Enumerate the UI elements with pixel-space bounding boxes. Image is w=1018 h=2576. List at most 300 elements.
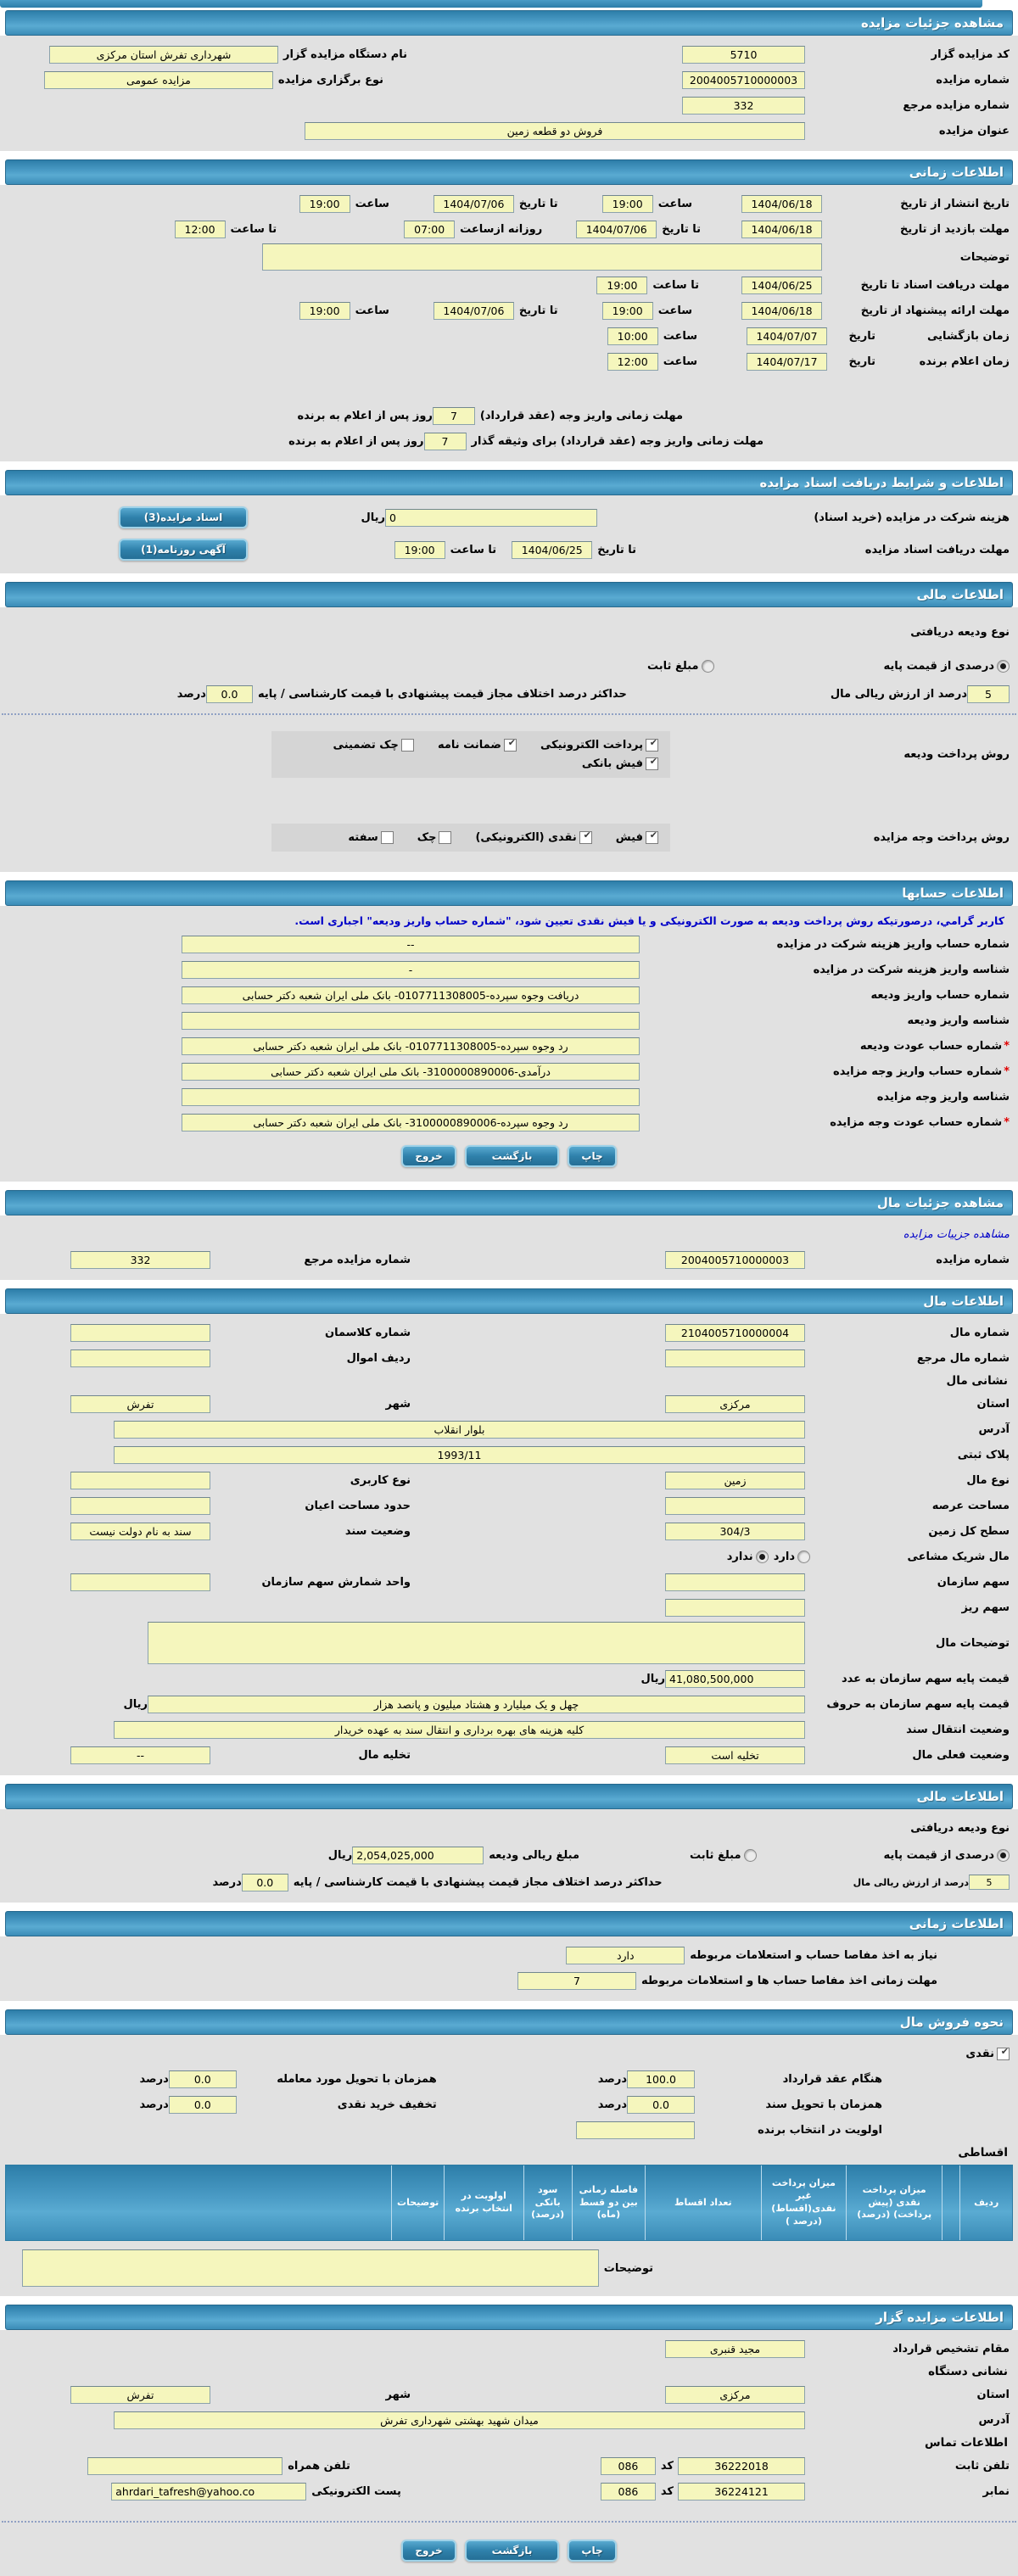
rial-label: ریال xyxy=(640,1672,665,1685)
code-label: کد xyxy=(660,2484,674,2498)
asset-type-row xyxy=(0,1467,1018,1493)
asset-land-row xyxy=(0,1518,1018,1544)
opening-label: زمان بازگشایی xyxy=(927,329,1010,343)
address-field[interactable]: بلوار انقلاب xyxy=(114,1421,805,1439)
docs-deadline-row xyxy=(0,272,1018,298)
organizer-address-field[interactable]: میدان شهید بهشتی شهرداری تفرش xyxy=(114,2411,805,2429)
section-header-accounts: اطلاعات حسابها xyxy=(5,880,1013,906)
auction-type-label: نوع برگزاری مزایده xyxy=(277,73,383,87)
organizer-address-row xyxy=(0,2407,1018,2433)
section-header-timing-2: اطلاعات زمانی xyxy=(5,1911,1013,1936)
newspaper-ad-button[interactable]: آگهی روزنامه(1) xyxy=(119,539,248,561)
auction-ref-field[interactable]: 332 xyxy=(70,1251,210,1269)
percent-label: درصد xyxy=(139,2072,169,2086)
opening-hour-field[interactable]: 10:00 xyxy=(607,327,658,345)
cash-discount-label: تخفیف خرید نقدی xyxy=(337,2098,437,2111)
asset-address-title: نشانی مال xyxy=(946,1374,1008,1388)
org-share-field[interactable] xyxy=(665,1573,805,1591)
percent-label: درصد xyxy=(597,2072,627,2086)
percent-label: درصد xyxy=(176,687,206,701)
base-price-number-label: قیمت پایه سهم سازمان به عدد xyxy=(841,1672,1010,1685)
winner-label: زمان اعلام برنده xyxy=(919,355,1010,368)
transfer-status-field[interactable]: کلیه هزینه های بهره برداری و انتقال سند به عهده خریدار xyxy=(114,1721,805,1739)
percent-base-label: درصدی از قیمت پایه xyxy=(883,659,994,673)
account-row xyxy=(0,1033,1018,1059)
docs-deadline-date-field[interactable]: 1404/06/25 xyxy=(512,541,592,559)
back-button[interactable]: بازگشت xyxy=(465,1145,560,1167)
bank-slip-checkbox[interactable] xyxy=(646,757,658,770)
province-label: استان xyxy=(976,1397,1010,1411)
asset-desc-field[interactable] xyxy=(148,1622,805,1664)
percent-row xyxy=(0,681,1018,707)
cash-discount-field[interactable]: 0.0 xyxy=(169,2096,237,2114)
asset-type-label: نوع مال xyxy=(966,1473,1010,1487)
mobile-field[interactable] xyxy=(87,2457,282,2475)
section-timing-2 xyxy=(0,1911,1018,2001)
auction-pay-method-row xyxy=(0,810,1018,864)
col-cash-prepayment: میزان پرداخت نقدی (پیش پرداخت) (درصد) xyxy=(846,2165,942,2240)
col-description: توضیحات xyxy=(391,2165,444,2240)
auction-no-label: شماره مزایده xyxy=(936,73,1010,87)
required-asterisk: * xyxy=(1004,1115,1010,1129)
building-area-field[interactable] xyxy=(70,1497,210,1515)
section-header-auction-details: مشاهده جزئیات مزایده xyxy=(5,10,1013,36)
asset-class-field[interactable] xyxy=(70,1324,210,1342)
fixed-amount-radio[interactable] xyxy=(702,660,714,673)
visit-to-date-field[interactable]: 1404/07/06 xyxy=(576,221,657,238)
account-row-field[interactable]: رد وجوه سپرده-0107711308005- بانک ملی ایران شعبه دکتر حسابی xyxy=(182,1037,640,1055)
plate-field[interactable]: 1993/11 xyxy=(114,1446,805,1464)
auction-ref-label: شماره مزایده مرجع xyxy=(304,1253,411,1266)
method-bank-slip: ✔ فیش بانکی xyxy=(582,757,658,770)
visit-daily-label: روزانه ازساعت xyxy=(460,222,543,236)
auction-ref-row xyxy=(0,92,1018,118)
section-timing xyxy=(0,159,1018,461)
auction-no-field[interactable]: 2004005710000003 xyxy=(665,1251,805,1269)
col-installment-interval: فاصله زمانی بین دو قسط (ماه) xyxy=(572,2165,646,2240)
method-certified-check: چک تضمینی xyxy=(333,739,414,752)
dotted-divider xyxy=(2,2521,1016,2523)
partner-yes-label: دارد xyxy=(773,1550,795,1563)
asset-transfer-row xyxy=(0,1717,1018,1742)
auction-code-field[interactable]: 5710 xyxy=(682,46,805,64)
percent-label: درصد xyxy=(212,1875,242,1889)
top-blue-strip xyxy=(0,0,982,8)
deed-status-field[interactable]: سند به نام دولت نیست xyxy=(70,1523,210,1540)
authority-row xyxy=(0,2336,1018,2361)
current-status-label: وضعیت فعلی مال xyxy=(912,1748,1010,1762)
mobile-label: تلفن همراه xyxy=(288,2459,350,2473)
organizer-city-field[interactable]: تفرش xyxy=(70,2386,210,2404)
area-label: مساحت عرصه xyxy=(931,1499,1010,1512)
pay-slip: ✔ فیش xyxy=(616,831,658,844)
docs-to-hour-field[interactable]: 19:00 xyxy=(596,277,647,294)
address-label: آدرس xyxy=(978,1422,1010,1436)
city-label: شهر xyxy=(385,2388,411,2401)
phone-code-field[interactable]: 086 xyxy=(601,2457,656,2475)
to-date-label: تا تاریخ xyxy=(518,304,558,317)
docs-deadline2-label: مهلت دریافت اسناد مزایده xyxy=(864,543,1010,556)
email-field[interactable]: ahrdari_tafresh@yahoo.co xyxy=(111,2483,306,2501)
usage-field[interactable] xyxy=(70,1472,210,1489)
accounts-notice: کاربر گرامي، درصورتیکه روش پرداخت ودیعه به صورت الکترونیکی و یا فیش نقدی تعیین شود، "شماره حساب واریز ودیعه" اجباری است. xyxy=(294,914,1004,927)
contract-deposit-label: مهلت زمانی واریز وجه (عقد قرارداد) xyxy=(479,409,683,422)
auction-pay-method-box xyxy=(271,824,670,852)
asset-type-field[interactable]: زمین xyxy=(665,1472,805,1489)
deed-status-label: وضعیت سند xyxy=(344,1524,411,1538)
pay-promissory-checkbox[interactable] xyxy=(381,831,394,844)
winner-row xyxy=(0,349,1018,374)
view-auction-details-link[interactable]: مشاهده جزییات مزایده xyxy=(903,1227,1010,1241)
maxdiff-field[interactable]: 0.0 xyxy=(206,685,253,703)
publish-date-label: تاریخ انتشار از تاریخ xyxy=(900,197,1010,210)
code-label: کد xyxy=(660,2459,674,2473)
sale-desc-field[interactable] xyxy=(22,2249,599,2287)
current-status-field[interactable]: تخلیه است xyxy=(665,1746,805,1764)
fax-row xyxy=(0,2478,1018,2504)
to-date-label: تا تاریخ xyxy=(518,197,558,210)
base-price-words-field[interactable]: چهل و یک میلیارد و هشتاد میلیون و پانصد هزار xyxy=(148,1696,805,1713)
section-accounts xyxy=(0,880,1018,1182)
auction-no-row xyxy=(0,67,1018,92)
col-filler xyxy=(6,2165,391,2240)
organizer-address-title: نشانی دستگاه xyxy=(928,2365,1008,2378)
org-share-label: سهم سازمان xyxy=(937,1575,1010,1589)
fixed-amount-label: مبلغ ثابت xyxy=(647,659,699,673)
account-row xyxy=(0,1084,1018,1109)
deposit-amount-field[interactable]: 2,054,025,000 xyxy=(352,1847,484,1864)
account-row xyxy=(0,1109,1018,1135)
account-row-label: شماره حساب واریز هزینه شرکت در مزایده xyxy=(776,937,1010,951)
province-field[interactable]: مرکزی xyxy=(665,1395,805,1413)
pay-cash-electronic: ✔ نقدی (الکترونیکی) xyxy=(475,831,591,844)
section-header-docs-terms: اطلاعات و شرایط دریافت اسناد مزایده xyxy=(5,470,1013,495)
asset-price-words-row xyxy=(0,1691,1018,1717)
publish-date-row xyxy=(0,191,1018,216)
account-row xyxy=(0,1059,1018,1084)
asset-amval-label: ردیف اموال xyxy=(346,1351,411,1365)
partner-no-radio[interactable] xyxy=(756,1551,769,1563)
account-row-label: *شماره حساب واریز وجه مزایده xyxy=(833,1064,1010,1078)
method-guarantee-letter: ✔ ضمانت نامه xyxy=(438,739,517,752)
account-row-field[interactable]: - xyxy=(182,961,640,979)
fax-code-field[interactable]: 086 xyxy=(601,2483,656,2501)
contract-days-field[interactable]: 7 xyxy=(433,407,475,425)
auction-ref-field[interactable]: 332 xyxy=(682,97,805,115)
account-row-field[interactable] xyxy=(182,1088,640,1106)
auction-subject-label: عنوان مزایده xyxy=(938,124,1010,137)
percent-base-radio[interactable] xyxy=(997,660,1010,673)
to-date-label: تا تاریخ xyxy=(662,222,701,236)
account-row xyxy=(0,931,1018,957)
contract-deposit-row xyxy=(0,403,1018,428)
contract-percent-row xyxy=(0,2066,1018,2092)
installment-title: اقساطی xyxy=(958,2146,1008,2160)
pay-check-checkbox[interactable] xyxy=(439,831,451,844)
asset-partner-row xyxy=(0,1544,1018,1569)
land-total-field[interactable]: 304/3 xyxy=(665,1523,805,1540)
offer-to-hour-field[interactable]: 19:00 xyxy=(299,302,350,320)
contact-info-title: اطلاعات تماس xyxy=(925,2436,1008,2450)
bottom-button-row xyxy=(0,2529,1018,2568)
area-field[interactable] xyxy=(665,1497,805,1515)
winner-hour-field[interactable]: 12:00 xyxy=(607,353,658,371)
installment-table-header xyxy=(5,2165,1013,2241)
hour-label: ساعت xyxy=(355,304,389,317)
asset-amval-field[interactable] xyxy=(70,1349,210,1367)
on-deed-field[interactable]: 0.0 xyxy=(627,2096,695,2114)
email-label: پست الکترونیکی xyxy=(311,2484,401,2498)
timing-desc-row xyxy=(0,242,1018,272)
share-unit-field[interactable] xyxy=(70,1573,210,1591)
at-contract-field[interactable]: 100.0 xyxy=(627,2070,695,2088)
days-after-label: روز پس از اعلام به برنده xyxy=(288,434,424,448)
hour-label: ساعت xyxy=(657,304,692,317)
contract-authority-label: مقام تشخیص قرارداد xyxy=(892,2342,1010,2355)
account-row xyxy=(0,982,1018,1008)
certified-check-checkbox[interactable] xyxy=(401,739,414,752)
account-row-label: شماره حساب واریز ودیعه xyxy=(870,988,1010,1002)
date-label: تاریخ xyxy=(848,329,875,343)
auction-no-label: شماره مزایده xyxy=(936,1253,1010,1266)
city-field[interactable]: تفرش xyxy=(70,1395,210,1413)
asset-desc-row xyxy=(0,1620,1018,1666)
pay-promissory: سفته xyxy=(348,831,393,844)
publish-to-date-field[interactable]: 1404/07/06 xyxy=(433,195,514,213)
fax-field[interactable]: 36224121 xyxy=(678,2483,805,2501)
offer-row xyxy=(0,298,1018,323)
to-hour-label: تا ساعت xyxy=(450,543,497,556)
rial-label: ریال xyxy=(123,1697,148,1711)
opening-date-field[interactable]: 1404/07/07 xyxy=(747,327,827,345)
section-header-financial-2: اطلاعات مالی xyxy=(5,1784,1013,1809)
clearance-days-field[interactable]: 7 xyxy=(517,1972,636,1990)
auction-code-label: کد مزایده گزار xyxy=(931,47,1010,61)
organizer-province-row xyxy=(0,2382,1018,2407)
docs-to-date-field[interactable]: 1404/06/25 xyxy=(741,277,822,294)
visit-from-date-field[interactable]: 1404/06/18 xyxy=(741,221,822,238)
evacuation-field[interactable]: -- xyxy=(70,1746,210,1764)
account-row-field[interactable]: رد وجوه سپرده-3100000890006- بانک ملی ایران شعبه دکتر حسابی xyxy=(182,1114,640,1132)
date-label: تاریخ xyxy=(848,355,875,368)
asset-ref-label: شماره مال مرجع xyxy=(916,1351,1010,1365)
usage-label: نوع کاربری xyxy=(350,1473,411,1487)
auction-pay-method-label: روش پرداخت وجه مزایده xyxy=(873,830,1010,844)
account-row xyxy=(0,957,1018,982)
partner-yes-radio[interactable] xyxy=(797,1551,810,1563)
account-row-label: شناسه واریز هزینه شرکت در مزایده xyxy=(813,963,1010,976)
electronic-payment-checkbox[interactable] xyxy=(646,739,658,752)
section-financial-2 xyxy=(0,1784,1018,1903)
timing-desc-field[interactable] xyxy=(262,243,822,271)
on-delivery-label: همزمان با تحویل مورد معامله xyxy=(277,2072,437,2086)
section-header-financial-1: اطلاعات مالی xyxy=(5,582,1013,607)
maxdiff-label: حداکثر درصد اختلاف مجاز قیمت پیشنهادی با قیمت کارشناسی / پایه xyxy=(257,687,627,701)
exit-button[interactable]: خروج xyxy=(401,1145,456,1167)
deposit-kind-row xyxy=(0,651,1018,681)
to-hour-label: تا ساعت xyxy=(652,278,699,292)
account-row-field[interactable]: -- xyxy=(182,936,640,953)
percent-of2-label: درصد از ارزش ریالی مال xyxy=(853,1876,969,1888)
deposit-type-row xyxy=(0,613,1018,651)
method-electronic-payment: ✔ پرداخت الکترونیکی xyxy=(540,739,658,752)
auction-code-row xyxy=(0,42,1018,67)
col-row-number: ردیف xyxy=(959,2165,1012,2240)
visit-row xyxy=(0,216,1018,242)
contract-authority-field[interactable]: مجید قنبری xyxy=(665,2340,805,2358)
fixed-amount2-label: مبلغ ثابت xyxy=(690,1848,741,1862)
phone-field[interactable]: 36222018 xyxy=(678,2457,805,2475)
docs-deadline-label: مهلت دریافت اسناد تا تاریخ xyxy=(860,278,1010,292)
pay-cash-electronic-checkbox[interactable] xyxy=(579,831,592,844)
deposit-type2-label: نوع ودیعه دریافتی xyxy=(910,1821,1010,1835)
org-name-label: نام دستگاه مزایده گزار xyxy=(283,47,407,61)
guarantor-deposit-label: مهلت زمانی واریز وجه (عقد قرارداد) برای وثیقه گذار xyxy=(471,434,764,448)
exit-button[interactable]: خروج xyxy=(401,2540,456,2562)
docs-deadline2-row xyxy=(0,534,1018,566)
asset-status-row xyxy=(0,1742,1018,1768)
share-unit-label: واحد شمارش سهم سازمان xyxy=(261,1575,411,1589)
fixed-amount2-radio[interactable] xyxy=(744,1849,757,1862)
address-label: آدرس xyxy=(978,2413,1010,2427)
hour-label: ساعت xyxy=(663,329,697,343)
section-organizer xyxy=(0,2305,1018,2576)
timing-desc-label: توضیحات xyxy=(959,250,1010,264)
asset-no-field[interactable]: 2104005710000004 xyxy=(665,1324,805,1342)
section-docs-terms xyxy=(0,470,1018,573)
partner-label: مال شریک مشاعی xyxy=(907,1550,1010,1563)
clearance-row xyxy=(0,1942,1018,1968)
clearance-field[interactable]: دارد xyxy=(566,1947,685,1964)
asset-ref-row xyxy=(0,1345,1018,1371)
percent-of-label: درصد از ارزش ریالی مال xyxy=(830,687,967,701)
col-spacer xyxy=(942,2165,959,2240)
account-row-field[interactable] xyxy=(182,1012,640,1030)
days-after-label: روز پس از اعلام به برنده xyxy=(297,409,433,422)
winner-priority-field[interactable] xyxy=(576,2121,695,2139)
hour-label: ساعت xyxy=(657,197,692,210)
back-button[interactable]: بازگشت xyxy=(465,2540,560,2562)
publish-from-hour-field[interactable]: 19:00 xyxy=(602,195,653,213)
print-button[interactable]: چاپ xyxy=(568,1145,616,1167)
auction-no-field[interactable]: 2004005710000003 xyxy=(682,71,805,89)
province-label: استان xyxy=(976,2388,1010,2401)
auction-subject-row xyxy=(0,118,1018,143)
winner-priority-label: اولویت در انتخاب برنده xyxy=(758,2123,882,2137)
rial-label: ریال xyxy=(327,1848,353,1862)
base-price-words-label: قیمت پایه سهم سازمان به حروف xyxy=(826,1697,1010,1711)
hour-label: ساعت xyxy=(355,197,389,210)
phone-row xyxy=(0,2453,1018,2478)
account-row xyxy=(0,1008,1018,1033)
guarantor-deposit-row xyxy=(0,428,1018,454)
auction-type-field[interactable]: مزایده عمومی xyxy=(44,71,273,89)
to-hour-label: تا ساعت xyxy=(230,222,277,236)
winner-date-field[interactable]: 1404/07/17 xyxy=(747,353,827,371)
section-asset-info xyxy=(0,1288,1018,1775)
percent2-row xyxy=(0,1869,1018,1895)
city-label: شهر xyxy=(385,1397,411,1411)
auction-docs-button[interactable]: اسناد مزایده(3) xyxy=(119,506,248,528)
percent-base2-radio[interactable] xyxy=(997,1849,1010,1862)
offer-to-date-field[interactable]: 1404/07/06 xyxy=(433,302,514,320)
col-winner-priority: اولویت در انتخاب برنده xyxy=(444,2165,523,2240)
account-row-field[interactable]: درآمدی-3100000890006- بانک ملی ایران شعبه دکتر حسابی xyxy=(182,1063,640,1081)
account-row-field[interactable]: دریافت وجوه سپرده-0107711308005- بانک ملی ایران شعبه دکتر حسابی xyxy=(182,986,640,1004)
opening-row xyxy=(0,323,1018,349)
base-price-number-field[interactable]: 41,080,500,000 xyxy=(665,1670,805,1688)
maxdiff2-field[interactable]: 0.0 xyxy=(242,1874,288,1891)
fee-field[interactable]: 0 xyxy=(385,509,597,527)
rial-label: ریال xyxy=(361,511,385,524)
asset-address-row xyxy=(0,1417,1018,1442)
pay-slip-checkbox[interactable] xyxy=(646,831,658,844)
offer-from-hour-field[interactable]: 19:00 xyxy=(602,302,653,320)
visit-to-hour-field[interactable]: 12:00 xyxy=(175,221,226,238)
clearance-days-row xyxy=(0,1968,1018,1993)
print-button[interactable]: چاپ xyxy=(568,2540,616,2562)
cash-checkbox[interactable] xyxy=(997,2048,1010,2060)
publish-to-hour-field[interactable]: 19:00 xyxy=(299,195,350,213)
deposit-method-row xyxy=(0,722,1018,786)
publish-from-date-field[interactable]: 1404/06/18 xyxy=(741,195,822,213)
deposit-amount-label: مبلغ ریالی ودیعه xyxy=(489,1848,580,1862)
deposit-percent2-field[interactable]: 5 xyxy=(969,1875,1010,1890)
deposit-percent-field[interactable]: 5 xyxy=(967,685,1010,703)
section-header-sale-method: نحوه فروش مال xyxy=(5,2009,1013,2035)
org-name-field[interactable]: شهرداری تفرش استان مرکزی xyxy=(49,46,278,64)
offer-label: مهلت ارائه پیشنهاد از تاریخ xyxy=(860,304,1010,317)
transfer-status-label: وضعیت انتقال سند xyxy=(906,1723,1010,1736)
on-delivery-field[interactable]: 0.0 xyxy=(169,2070,237,2088)
asset-no-label: شماره مال xyxy=(949,1326,1010,1339)
guarantor-days-field[interactable]: 7 xyxy=(424,433,467,450)
offer-from-date-field[interactable]: 1404/06/18 xyxy=(741,302,822,320)
building-area-label: حدود مساحت اعیان xyxy=(305,1499,411,1512)
visit-label: مهلت بازدید از تاریخ xyxy=(899,222,1010,236)
asset-price-num-row xyxy=(0,1666,1018,1691)
maxdiff2-label: حداکثر درصد اختلاف مجاز قیمت پیشنهادی با قیمت کارشناسی / پایه xyxy=(293,1875,663,1889)
section-header-asset-view: مشاهده جزئیات مال xyxy=(5,1190,1013,1215)
visit-from-hour-field[interactable]: 07:00 xyxy=(404,221,455,238)
col-installment-count: تعداد اقساط xyxy=(645,2165,760,2240)
hour-label: ساعت xyxy=(663,355,697,368)
on-deed-label: همزمان با تحویل سند xyxy=(765,2098,882,2111)
subshare-field[interactable] xyxy=(665,1599,805,1617)
account-row-label: *شماره حساب عودت وجه مزایده xyxy=(830,1115,1010,1129)
cash-label: نقدی xyxy=(965,2047,994,2060)
asset-share-row xyxy=(0,1569,1018,1595)
asset-view-numbers-row xyxy=(0,1247,1018,1272)
section-sale-method xyxy=(0,2009,1018,2296)
guarantee-letter-checkbox[interactable] xyxy=(504,739,517,752)
percent-base2-label: درصدی از قیمت پایه xyxy=(883,1848,994,1862)
account-row-label: شناسه واریز وجه مزایده xyxy=(876,1090,1010,1104)
account-row-label: *شماره حساب عودت ودیعه xyxy=(859,1039,1010,1053)
docs-deadline-hour-field[interactable]: 19:00 xyxy=(394,541,445,559)
dotted-divider xyxy=(2,713,1016,715)
asset-province-row xyxy=(0,1391,1018,1417)
section-header-asset-info: اطلاعات مال xyxy=(5,1288,1013,1314)
evacuation-label: تخلیه مال xyxy=(358,1748,411,1762)
asset-desc-label: توضیحات مال xyxy=(936,1636,1010,1650)
auction-subject-field[interactable]: فروش دو قطعه زمین xyxy=(305,122,805,140)
asset-ref-field[interactable] xyxy=(665,1349,805,1367)
percent-label: درصد xyxy=(597,2098,627,2111)
organizer-province-field[interactable]: مرکزی xyxy=(665,2386,805,2404)
land-total-label: سطح کل زمین xyxy=(928,1524,1010,1538)
section-header-organizer: اطلاعات مزایده گزار xyxy=(5,2305,1013,2330)
